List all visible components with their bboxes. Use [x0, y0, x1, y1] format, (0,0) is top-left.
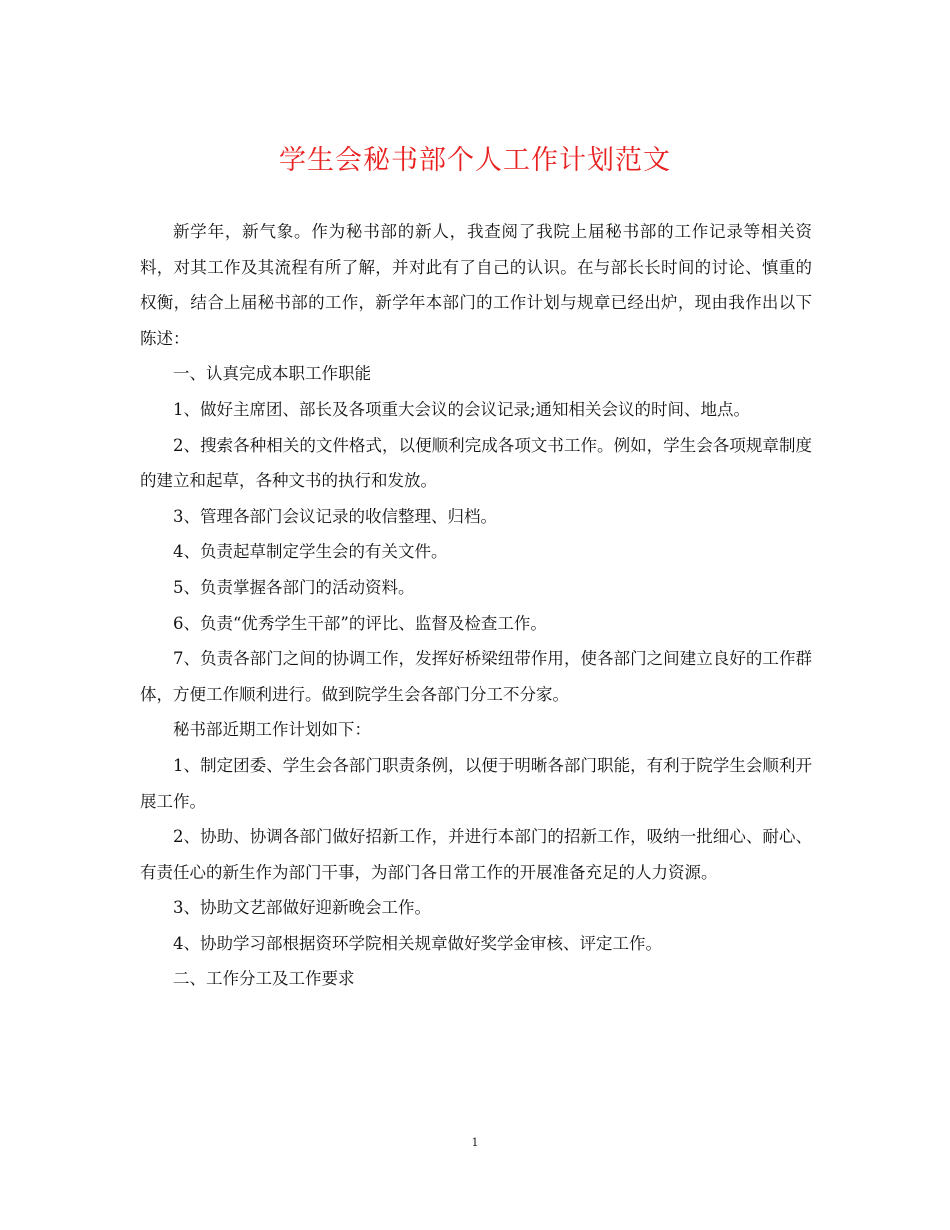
list-item: 2、协助、协调各部门做好招新工作，并进行本部门的招新工作，吸纳一批细心、耐心、有责任心的新生作为部门干事，为部门各日常工作的开展准备充足的人力资源。	[140, 827, 812, 882]
list-item: 6、负责“优秀学生干部”的评比、监督及检查工作。	[173, 613, 547, 633]
list-item: 3、协助文艺部做好迎新晚会工作。	[173, 898, 431, 918]
list-item: 1、做好主席团、部长及各项重大会议的会议记录;通知相关会议的时间、地点。	[173, 399, 751, 419]
document-body	[140, 214, 812, 997]
list-item: 1、制定团委、学生会各部门职责条例，以便于明晰各部门职能，有利于院学生会顺利开展工作。	[140, 755, 812, 811]
list-item: 4、负责起草制定学生会的有关文件。	[173, 542, 448, 562]
intro-paragraph: 新学年，新气象。作为秘书部的新人，我查阅了我院上届秘书部的工作记录等相关资料，对其工作及其流程有所了解，并对此有了自己的认识。在与部长长时间的讨论、慎重的权衡，结合上届秘书部的工作，新学年本部门的工作计划与规章已经出炉，现由我作出以下陈述：	[140, 222, 812, 348]
document-title: 学生会秘书部个人工作计划范文	[279, 145, 671, 176]
section-heading-2: 二、工作分工及工作要求	[173, 969, 355, 989]
subsection-heading: 秘书部近期工作计划如下：	[173, 720, 371, 740]
list-item: 3、管理各部门会议记录的收信整理、归档。	[173, 506, 497, 526]
section-heading-1: 一、认真完成本职工作职能	[173, 364, 371, 384]
page-number: 1	[471, 1136, 479, 1149]
list-item: 5、负责掌握各部门的活动资料。	[173, 577, 415, 597]
list-item: 2、搜索各种相关的文件格式，以便顺利完成各项文书工作。例如，学生会各项规章制度的建立和起草，各种文书的执行和发放。	[140, 435, 812, 491]
list-item: 4、协助学习部根据资环学院相关规章做好奖学金审核、评定工作。	[173, 933, 662, 953]
list-item: 7、负责各部门之间的协调工作，发挥好桥梁纽带作用，使各部门之间建立良好的工作群体，方便工作顺利进行。做到院学生会各部门分工不分家。	[140, 649, 812, 704]
